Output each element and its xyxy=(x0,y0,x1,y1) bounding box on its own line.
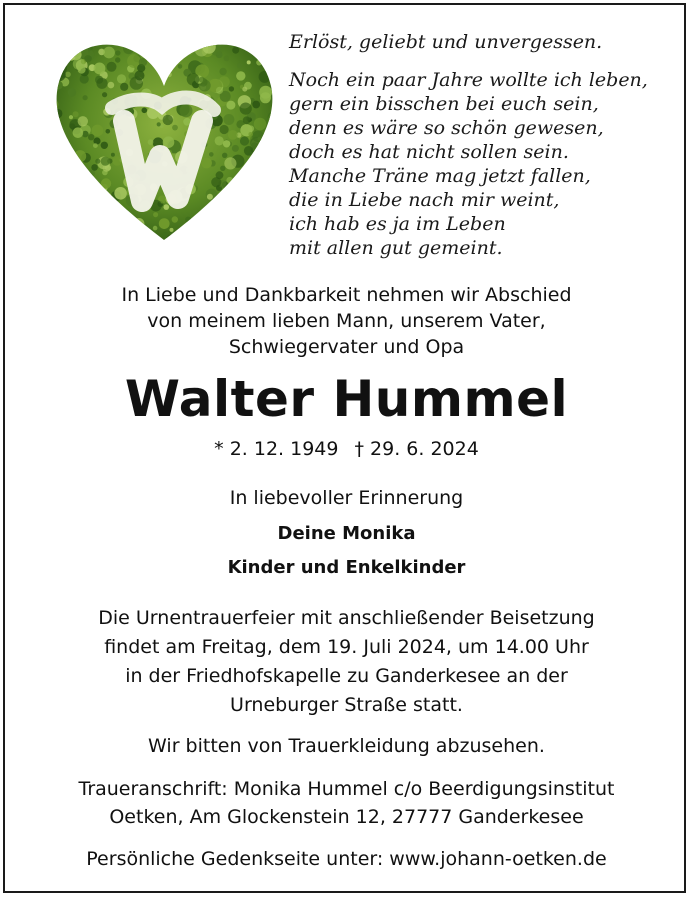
foliage-dot xyxy=(256,60,262,66)
foliage-dot xyxy=(150,239,156,244)
foliage-dot xyxy=(68,88,76,96)
foliage-dot xyxy=(248,181,253,186)
foliage-dot xyxy=(70,232,81,243)
foliage-dot xyxy=(227,240,232,245)
foliage-dot xyxy=(196,29,207,40)
foliage-dot xyxy=(244,146,254,156)
foliage-dot xyxy=(172,125,178,131)
foliage-dot xyxy=(117,74,126,83)
foliage-dot xyxy=(170,228,174,232)
foliage-dot xyxy=(112,26,121,30)
foliage-dot xyxy=(236,205,245,214)
foliage-dot xyxy=(84,55,91,62)
foliage-dot xyxy=(223,140,230,147)
address-line: Traueranschrift: Monika Hummel c/o Beerdigungsinstitut xyxy=(78,778,615,800)
foliage-dot xyxy=(201,158,212,169)
foliage-dot xyxy=(144,232,158,244)
foliage-dot xyxy=(260,92,271,103)
foliage-dot xyxy=(207,231,217,241)
poem xyxy=(289,30,669,260)
intro-line: In Liebe und Dankbarkeit nehmen wir Abschied xyxy=(121,284,572,306)
foliage-dot xyxy=(123,223,128,228)
foliage-dot xyxy=(82,236,87,241)
foliage-dot xyxy=(258,188,266,196)
foliage-dot xyxy=(150,26,159,32)
foliage-dot xyxy=(269,119,278,132)
foliage-dot xyxy=(55,168,69,182)
foliage-dot xyxy=(104,199,109,204)
foliage-dot xyxy=(101,142,108,149)
foliage-dot xyxy=(226,229,239,242)
foliage-dot xyxy=(170,236,175,241)
foliage-dot xyxy=(252,101,260,109)
foliage-dot xyxy=(257,197,269,209)
foliage-dot xyxy=(227,181,240,194)
foliage-dot xyxy=(64,32,77,45)
foliage-dot xyxy=(249,169,257,177)
foliage-dot xyxy=(254,198,259,203)
foliage-dot xyxy=(272,167,277,173)
foliage-dot xyxy=(87,31,100,44)
foliage-dot xyxy=(52,91,56,98)
foliage-dot xyxy=(149,27,153,31)
foliage-dot xyxy=(95,159,100,164)
foliage-dot xyxy=(160,34,167,41)
foliage-dot xyxy=(211,177,221,187)
foliage-dot xyxy=(248,132,253,137)
foliage-dot xyxy=(225,26,237,35)
foliage-dot xyxy=(270,26,275,30)
foliage-dot xyxy=(57,144,62,149)
foliage-dot xyxy=(229,228,236,235)
foliage-dot xyxy=(111,212,120,221)
memorial-page-link: Persönliche Gedenkseite unter: www.johann-oetken.de xyxy=(86,848,607,870)
foliage-dot xyxy=(62,168,68,174)
foliage-dot xyxy=(197,26,201,30)
foliage-dot xyxy=(273,70,277,78)
foliage-dot xyxy=(80,186,87,193)
foliage-dot xyxy=(199,77,205,83)
foliage-dot xyxy=(199,224,204,229)
foliage-dot xyxy=(245,169,256,180)
foliage-dot xyxy=(167,72,172,77)
foliage-dot xyxy=(260,55,267,62)
ceremony-line: Urneburger Straße statt. xyxy=(230,694,463,716)
foliage-dot xyxy=(90,206,97,213)
foliage-dot xyxy=(240,103,252,115)
foliage-dot xyxy=(252,159,266,173)
foliage-dot xyxy=(178,64,183,69)
foliage-dot xyxy=(159,28,169,38)
poem-line: Noch ein paar Jahre wollte ich leben, xyxy=(289,69,648,91)
foliage-dot xyxy=(62,165,76,179)
poem-line: doch es hat nicht sollen sein. xyxy=(289,141,569,163)
signer-primary: Deine Monika xyxy=(277,523,416,544)
foliage-dot xyxy=(260,42,268,50)
foliage-dot xyxy=(186,49,193,56)
foliage-dot xyxy=(267,27,277,41)
foliage-dot xyxy=(226,186,238,198)
foliage-dot xyxy=(265,26,273,32)
foliage-dot xyxy=(255,27,267,39)
foliage-dot xyxy=(184,239,193,244)
intro-line: Schwiegervater und Opa xyxy=(228,336,465,358)
foliage-dot xyxy=(58,189,67,198)
foliage-dot xyxy=(224,157,236,169)
foliage-dot xyxy=(187,224,193,230)
foliage-dot xyxy=(222,153,227,158)
foliage-dot xyxy=(74,179,87,192)
foliage-dot xyxy=(238,185,248,195)
foliage-dot xyxy=(61,183,70,192)
foliage-dot xyxy=(117,33,128,44)
foliage-dot xyxy=(151,43,157,49)
foliage-dot xyxy=(92,125,104,137)
foliage-dot xyxy=(228,130,238,140)
foliage-dot xyxy=(115,57,120,62)
foliage-dot xyxy=(99,26,109,33)
foliage-dot xyxy=(52,137,63,149)
foliage-dot xyxy=(101,204,107,210)
foliage-dot xyxy=(243,200,248,205)
foliage-dot xyxy=(156,52,160,56)
foliage-dot xyxy=(115,50,120,55)
foliage-dot xyxy=(208,26,214,32)
poem-first-line: Erlöst, geliebt und unvergessen. xyxy=(289,31,603,53)
foliage-dot xyxy=(59,188,66,195)
foliage-dot xyxy=(240,136,249,145)
foliage-dot xyxy=(219,196,231,208)
foliage-dot xyxy=(253,174,267,188)
foliage-dot xyxy=(187,73,200,86)
foliage-dot xyxy=(52,127,57,135)
foliage-dot xyxy=(55,62,67,74)
life-dates xyxy=(0,437,693,461)
farewell-intro xyxy=(0,282,693,360)
poem-line: ich hab es ja im Leben xyxy=(289,213,506,235)
foliage-dot xyxy=(275,27,277,31)
foliage-dot xyxy=(123,43,134,54)
foliage-dot xyxy=(106,129,111,134)
foliage-dot xyxy=(264,45,273,54)
foliage-dot xyxy=(88,206,99,217)
foliage-dot xyxy=(217,236,226,244)
foliage-dot xyxy=(221,232,231,242)
foliage-dot xyxy=(216,87,223,94)
foliage-dot xyxy=(120,83,128,91)
death-date: † 29. 6. 2024 xyxy=(354,438,479,460)
foliage-dot xyxy=(78,116,88,126)
foliage-dot xyxy=(165,239,169,243)
foliage-dot xyxy=(68,32,76,40)
foliage-dot xyxy=(124,34,129,39)
foliage-dot xyxy=(207,194,213,200)
foliage-dot xyxy=(169,33,178,42)
foliage-dot xyxy=(237,214,249,226)
foliage-dot xyxy=(261,197,269,205)
foliage-dot xyxy=(264,222,277,235)
foliage-dot xyxy=(82,187,88,193)
poem-line: gern ein bisschen bei euch sein, xyxy=(289,93,599,115)
heart-emblem-image xyxy=(52,26,277,244)
foliage-dot xyxy=(182,27,192,37)
foliage-dot xyxy=(133,41,142,50)
foliage-dot xyxy=(254,230,265,241)
foliage-dot xyxy=(160,37,173,50)
foliage-dot xyxy=(91,164,98,171)
foliage-dot xyxy=(237,29,245,37)
foliage-dot xyxy=(65,72,71,78)
foliage-dot xyxy=(114,187,127,200)
foliage-dot xyxy=(254,118,267,131)
foliage-dot xyxy=(236,71,245,80)
foliage-dot xyxy=(72,49,81,58)
foliage-dot xyxy=(220,166,225,171)
foliage-dot xyxy=(252,52,261,61)
foliage-dot xyxy=(73,27,79,33)
foliage-dot xyxy=(242,87,247,92)
birth-date: * 2. 12. 1949 xyxy=(214,438,339,460)
foliage-dot xyxy=(54,217,68,231)
foliage-dot xyxy=(219,68,226,75)
foliage-dot xyxy=(144,36,158,50)
foliage-dot xyxy=(52,185,60,194)
foliage-dot xyxy=(142,108,148,114)
foliage-dot xyxy=(141,46,151,56)
foliage-dot xyxy=(201,226,207,232)
foliage-dot xyxy=(180,104,193,117)
foliage-dot xyxy=(65,239,69,243)
ceremony-line: Die Urnentrauerfeier mit anschließender Beisetzung xyxy=(98,607,595,629)
poem-line: mit allen gut gemeint. xyxy=(289,237,503,259)
foliage-dot xyxy=(163,115,173,125)
foliage-dot xyxy=(68,38,74,44)
ceremony-info xyxy=(0,604,693,720)
poem-line: Manche Träne mag jetzt fallen, xyxy=(289,165,591,187)
foliage-dot xyxy=(198,40,202,44)
foliage-dot xyxy=(237,63,243,69)
foliage-dot xyxy=(111,206,123,218)
foliage-dot xyxy=(213,234,222,243)
foliage-dot xyxy=(125,228,137,240)
deceased-name: Walter Hummel xyxy=(124,370,569,428)
foliage-dot xyxy=(172,216,178,222)
foliage-dot xyxy=(77,179,87,189)
foliage-dot xyxy=(128,226,133,231)
foliage-dot xyxy=(73,127,84,138)
foliage-dot xyxy=(159,218,170,229)
foliage-dot xyxy=(52,185,60,198)
foliage-dot xyxy=(59,127,71,139)
foliage-dot xyxy=(73,58,85,70)
foliage-dot xyxy=(150,26,163,37)
foliage-dot xyxy=(244,202,252,210)
foliage-dot xyxy=(229,184,233,188)
foliage-dot xyxy=(102,92,107,97)
signer-family: Kinder und Enkelkinder xyxy=(227,557,466,578)
dress-request: Wir bitten von Trauerkleidung abzusehen. xyxy=(148,735,545,757)
foliage-dot xyxy=(52,26,65,39)
foliage-dot xyxy=(54,241,58,245)
foliage-dot xyxy=(229,86,234,91)
foliage-dot xyxy=(93,143,98,148)
foliage-dot xyxy=(149,231,155,237)
foliage-dot xyxy=(123,225,131,233)
foliage-dot xyxy=(163,240,170,244)
foliage-dot xyxy=(85,30,98,43)
ceremony-line: in der Friedhofskapelle zu Ganderkesee an der xyxy=(125,665,568,687)
foliage-dot xyxy=(63,151,75,163)
foliage-dot xyxy=(153,226,158,231)
foliage-dot xyxy=(81,175,92,186)
foliage-dot xyxy=(185,217,191,223)
foliage-dot xyxy=(73,111,79,117)
foliage-dot xyxy=(107,62,117,72)
foliage-dot xyxy=(74,150,86,162)
foliage-dot xyxy=(232,145,239,152)
foliage-dot xyxy=(73,178,86,191)
foliage-dot xyxy=(163,232,169,238)
foliage-dot xyxy=(124,26,138,38)
foliage-dot xyxy=(164,204,170,210)
foliage-dot xyxy=(53,109,62,118)
foliage-dot xyxy=(83,215,88,220)
foliage-dot xyxy=(52,51,59,58)
foliage-dot xyxy=(101,157,110,166)
foliage-dot xyxy=(54,27,68,41)
foliage-dot xyxy=(84,26,94,31)
foliage-dot xyxy=(55,81,63,89)
foliage-dot xyxy=(209,152,214,157)
foliage-dot xyxy=(173,28,180,35)
foliage-dot xyxy=(226,101,235,110)
foliage-dot xyxy=(109,231,117,239)
foliage-dot xyxy=(223,114,234,125)
foliage-dot xyxy=(243,116,251,124)
foliage-dot xyxy=(110,238,116,244)
mourning-address xyxy=(0,775,693,831)
foliage-dot xyxy=(262,161,267,166)
foliage-dot xyxy=(224,224,229,229)
foliage-dot xyxy=(229,33,240,44)
foliage-dot xyxy=(207,224,216,233)
foliage-dot xyxy=(202,40,216,54)
foliage-dot xyxy=(259,71,271,83)
foliage-dot xyxy=(164,30,172,38)
foliage-dot xyxy=(93,188,104,199)
remembrance-text: In liebevoller Erinnerung xyxy=(229,487,464,509)
foliage-dot xyxy=(69,123,75,129)
foliage-dot xyxy=(263,193,276,206)
foliage-dot xyxy=(112,227,124,239)
foliage-dot xyxy=(96,78,107,89)
foliage-dot xyxy=(101,178,111,188)
foliage-dot xyxy=(94,63,106,75)
foliage-dot xyxy=(219,76,230,87)
ceremony-line: findet am Freitag, dem 19. Juli 2024, um 14.00 Uhr xyxy=(104,636,589,658)
foliage-dot xyxy=(271,203,277,211)
foliage-dot xyxy=(83,95,88,100)
foliage-dot xyxy=(68,189,81,202)
address-line: Oetken, Am Glockenstein 12, 27777 Ganderkesee xyxy=(109,806,584,828)
foliage-dot xyxy=(184,47,189,52)
foliage-dot xyxy=(235,184,246,195)
foliage-dot xyxy=(232,47,239,54)
foliage-dot xyxy=(153,212,158,217)
foliage-dot xyxy=(121,223,127,229)
foliage-dot xyxy=(103,47,115,59)
foliage-dot xyxy=(97,191,108,202)
foliage-dot xyxy=(139,58,147,66)
intro-line: von meinem lieben Mann, unserem Vater, xyxy=(147,310,546,332)
foliage-dot xyxy=(74,26,86,35)
foliage-dot xyxy=(268,182,277,195)
foliage-dot xyxy=(105,193,112,200)
foliage-dot xyxy=(88,212,96,220)
foliage-dot xyxy=(194,228,199,233)
foliage-dot xyxy=(257,137,261,141)
foliage-dot xyxy=(119,38,124,43)
foliage-dot xyxy=(108,82,115,89)
foliage-dot xyxy=(247,60,251,64)
foliage-dot xyxy=(74,192,87,205)
foliage-dot xyxy=(114,228,124,238)
foliage-dot xyxy=(88,134,94,140)
foliage-dot xyxy=(269,175,277,186)
foliage-dot xyxy=(93,193,99,199)
foliage-dot xyxy=(158,26,164,31)
foliage-dot xyxy=(135,71,145,81)
foliage-dot xyxy=(186,42,194,50)
foliage-dot xyxy=(215,136,224,145)
foliage-dot xyxy=(55,138,65,148)
foliage-dot xyxy=(148,139,154,145)
foliage-dot xyxy=(133,218,144,229)
foliage-dot xyxy=(252,46,263,57)
foliage-dot xyxy=(113,156,122,165)
foliage-dot xyxy=(84,187,89,192)
poem-line: denn es wäre so schön gewesen, xyxy=(289,117,604,139)
foliage-dot xyxy=(271,81,276,86)
foliage-dot xyxy=(53,68,66,81)
foliage-dot xyxy=(54,130,62,138)
foliage-dot xyxy=(157,122,161,126)
foliage-dot xyxy=(69,115,73,119)
poem-line: die in Liebe nach mir weint, xyxy=(289,189,560,211)
foliage-dot xyxy=(238,42,242,46)
foliage-dot xyxy=(269,159,275,165)
foliage-dot xyxy=(111,153,115,157)
foliage-dot xyxy=(220,125,229,134)
foliage-dot xyxy=(224,55,230,61)
